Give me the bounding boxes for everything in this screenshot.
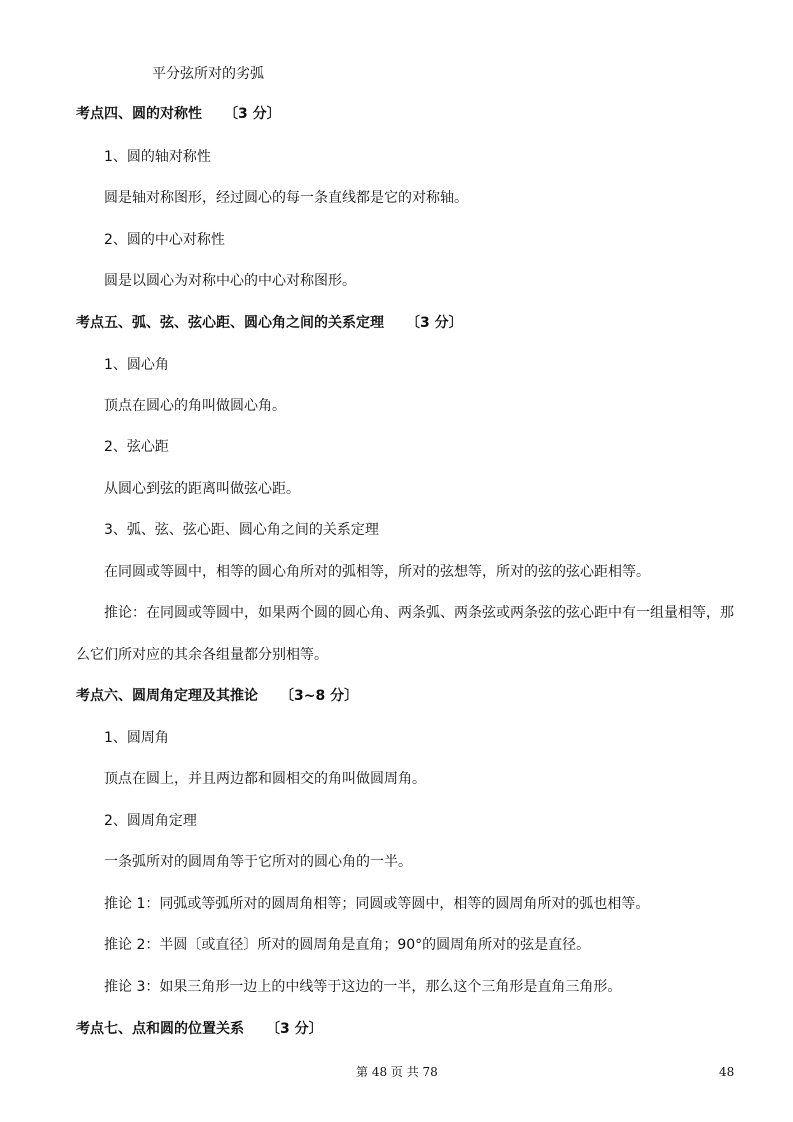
section-heading-6	[76, 686, 358, 706]
text-line: 顶点在圆上，并且两边都和圆相交的角叫做圆周角。	[104, 771, 426, 787]
subheading: 2、圆的中心对称性	[104, 232, 225, 248]
section-score: 〔3 分〕	[406, 315, 463, 331]
text-line: 圆是轴对称图形，经过圆心的每一条直线都是它的对称轴。	[104, 190, 468, 206]
section-score: 〔3 分〕	[266, 1021, 323, 1037]
subheading: 1、圆的轴对称性	[104, 149, 211, 165]
text-line: 么它们所对应的其余各组量都分别相等。	[76, 647, 328, 663]
text-line: 推论 1：同弧或等弧所对的圆周角相等；同圆或等圆中，相等的圆周角所对的弧也相等。	[104, 896, 650, 912]
section-title: 考点五、弧、弦、弦心距、圆心角之间的关系定理	[76, 315, 384, 331]
section-heading-4	[76, 104, 281, 124]
section-heading-5	[76, 313, 463, 333]
text-line: 推论 3：如果三角形一边上的中线等于这边的一半，那么这个三角形是直角三角形。	[104, 979, 622, 995]
subheading: 2、圆周角定理	[104, 813, 197, 829]
text-line: 从圆心到弦的距离叫做弦心距。	[104, 481, 300, 497]
subheading: 2、弦心距	[104, 439, 169, 455]
text-line: 顶点在圆心的角叫做圆心角。	[104, 398, 286, 414]
text-line: 圆是以圆心为对称中心的中心对称图形。	[104, 273, 356, 289]
text-line: 一条弧所对的圆周角等于它所对的圆心角的一半。	[104, 854, 412, 870]
section-title: 考点六、圆周角定理及其推论	[76, 688, 258, 704]
text-line: 在同圆或等圆中，相等的圆心角所对的弧相等，所对的弦想等，所对的弦的弦心距相等。	[104, 564, 650, 580]
text-line: 推论 2：半圆〔或直径〕所对的圆周角是直角；90°的圆周角所对的弦是直径。	[104, 937, 591, 953]
section-score: 〔3 分〕	[224, 106, 281, 122]
subheading: 3、弧、弦、弦心距、圆心角之间的关系定理	[104, 522, 379, 538]
text-line: 平分弦所对的劣弧	[152, 66, 264, 82]
subheading: 1、圆周角	[104, 730, 169, 746]
section-heading-7	[76, 1019, 323, 1039]
page-number: 48	[719, 1065, 735, 1079]
text-line: 推论：在同圆或等圆中，如果两个圆的圆心角、两条弧、两条弦或两条弦的弦心距中有一组量相等，那	[104, 605, 734, 621]
section-score: 〔3~8 分〕	[280, 688, 359, 704]
section-title: 考点七、点和圆的位置关系	[76, 1021, 244, 1037]
section-title: 考点四、圆的对称性	[76, 106, 202, 122]
subheading: 1、圆心角	[104, 357, 169, 373]
page-footer-label: 第 48 页 共 78	[356, 1065, 438, 1079]
